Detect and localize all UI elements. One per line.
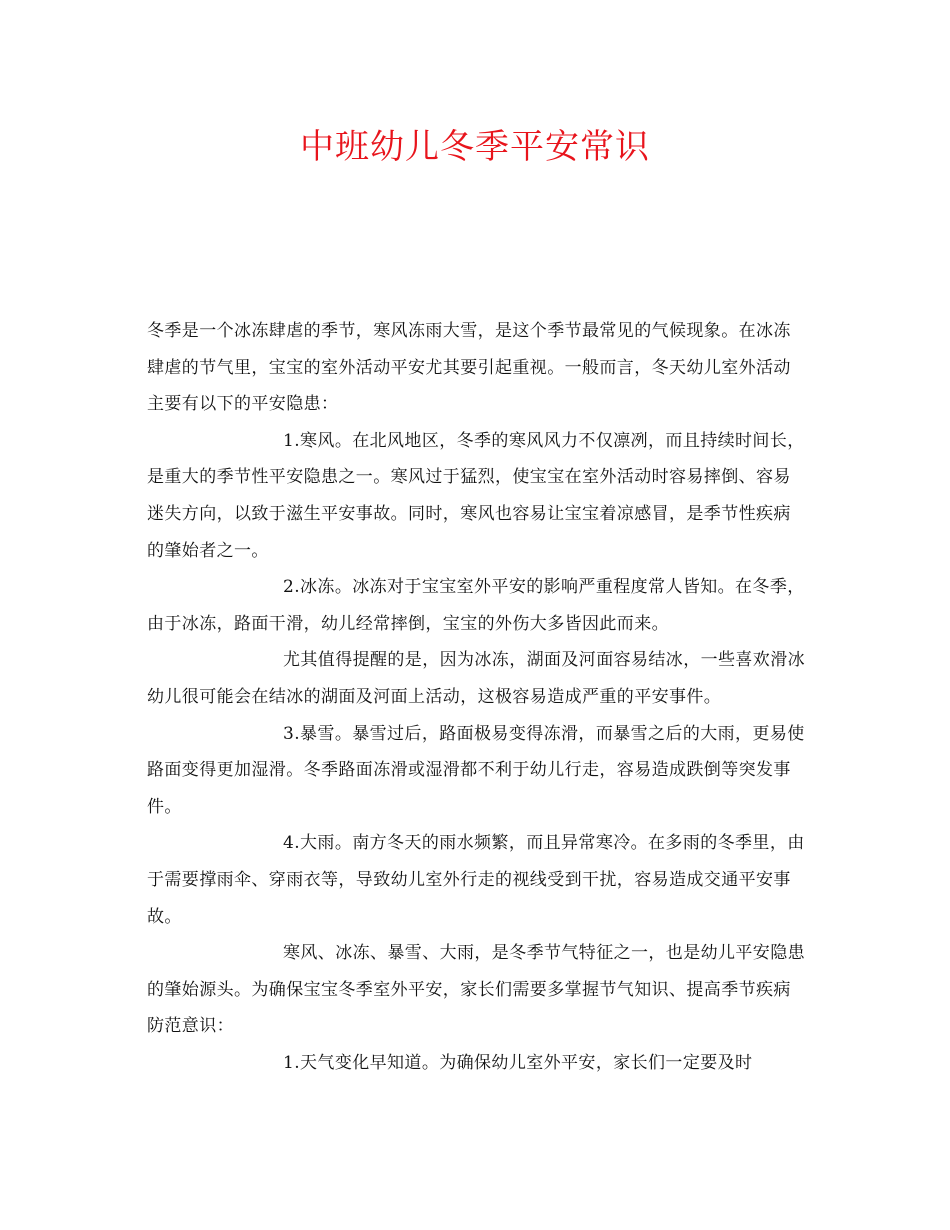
document-body bbox=[147, 313, 807, 1081]
document-title: 中班幼儿冬季平安常识 bbox=[300, 127, 650, 167]
paragraph-summary: 寒风、冰冻、暴雪、大雨，是冬季节气特征之一，也是幼儿平安隐患的肇始源头。为确保宝宝冬季室外平安，家长们需要多掌握节气知识、提高季节疾病防范意识： bbox=[147, 943, 805, 1037]
paragraph-snowstorm: 3.暴雪。暴雪过后，路面极易变得冻滑，而暴雪之后的大雨，更易使路面变得更加湿滑。冬季路面冻滑或湿滑都不利于幼儿行走，容易造成跌倒等突发事件。 bbox=[147, 723, 805, 817]
paragraph-weather-tip: 1.天气变化早知道。为确保幼儿室外平安，家长们一定要及时 bbox=[283, 1052, 753, 1073]
paragraph-cold-wind: 1.寒风。在北风地区，冬季的寒风风力不仅凛冽，而且持续时间长，是重大的季节性平安隐患之一。寒风过于猛烈，使宝宝在室外活动时容易摔倒、容易迷失方向，以致于滋生平安事故。同时，寒风也容易让宝宝着凉感冒，是季节性疾病的肇始者之一。 bbox=[147, 430, 805, 561]
paragraph-ice: 2.冰冻。冰冻对于宝宝室外平安的影响严重程度常人皆知。在冬季，由于冰冻，路面干滑，幼儿经常摔倒，宝宝的外伤大多皆因此而来。 bbox=[147, 577, 805, 634]
paragraph-heavy-rain: 4.大雨。南方冬天的雨水频繁，而且异常寒冷。在多雨的冬季里，由于需要撑雨伞、穿雨衣等，导致幼儿室外行走的视线受到干扰，容易造成交通平安事故。 bbox=[147, 833, 805, 927]
paragraph-ice-warning: 尤其值得提醒的是，因为冰冻，湖面及河面容易结冰，一些喜欢滑冰幼儿很可能会在结冰的湖面及河面上活动，这极容易造成严重的平安事件。 bbox=[147, 650, 805, 707]
paragraph-intro: 冬季是一个冰冻肆虐的季节，寒风冻雨大雪，是这个季节最常见的气候现象。在冰冻肆虐的节气里，宝宝的室外活动平安尤其要引起重视。一般而言，冬天幼儿室外活动主要有以下的平安隐患： bbox=[147, 321, 791, 415]
